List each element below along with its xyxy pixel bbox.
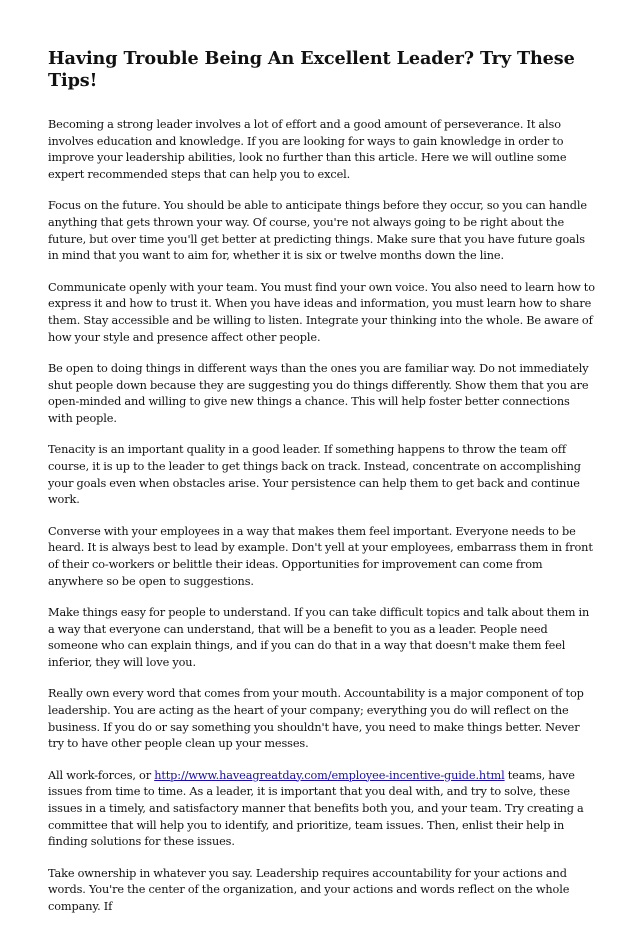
paragraph-accountability: Really own every word that comes from your mouth. Accountability is a major component of top leadership. You are acting as the heart of your company; everything you do will reflect on the business. If you do or say something you shouldn't have, you need to make things better. Never try to have other people clean up your messes. (48, 687, 584, 751)
paragraph-easy-to-understand: Make things easy for people to understand. If you can take difficult topics and talk about them in a way that everyone can understand, that will be a benefit to you as a leader. People need someone who can explain things, and if you can do that in a way that doesn't make them feel inferior, they will love you. (48, 605, 590, 669)
page-title: Having Trouble Being An Excellent Leader? Try These Tips! (48, 48, 575, 91)
link-paragraph-after: teams, have issues from time to time. As a leader, it is important that you deal with, and try to solve, these issues in a timely, and satisfactory manner that benefits both you, and your team. Try creating a committee that will help you to identify, and prioritize, team issues. Then, enlist their help in finding solutions for these issues. (48, 768, 584, 849)
paragraph-ownership: Take ownership in whatever you say. Leadership requires accountability for your actions and words. You're the center of the organization, and your actions and words reflect on the whole company. If (48, 866, 570, 913)
link-paragraph-before: All work-forces, or (48, 768, 155, 782)
paragraph-communicate: Communicate openly with your team. You must find your own voice. You also need to learn how to express it and how to trust it. When you have ideas and information, you must learn how to share them. Stay accessible and be willing to listen. Integrate your thinking into the whole. Be aware of how your style and presence affect other people. (48, 280, 595, 344)
employee-incentive-guide-link[interactable]: http://www.haveagreatday.com/employee-incentive-guide.html (154, 768, 505, 782)
paragraph-tenacity: Tenacity is an important quality in a good leader. If something happens to throw the team off course, it is up to the leader to get things back on track. Instead, concentrate on accomplishing your goals even when obstacles arise. Your persistence can help them to get back and continue work. (48, 443, 581, 507)
paragraph-future: Focus on the future. You should be able to anticipate things before they occur, so you can handle anything that gets thrown your way. Of course, you're not always going to be right about the future, but over time you'll get better at predicting things. Make sure that you have future goals in mind that you want to aim for, whether it is six or twelve months down the line. (48, 199, 587, 263)
paragraph-work-forces (48, 768, 596, 852)
document-page (48, 48, 596, 930)
paragraph-intro: Becoming a strong leader involves a lot of effort and a good amount of perseverance. It also involves education and knowledge. If you are looking for ways to gain knowledge in order to improve your leadership abilities, look no further than this article. Here we will outline some expert recommended steps that can help you to excel. (48, 118, 567, 182)
paragraph-open-minded: Be open to doing things in different ways than the ones you are familiar way. Do not immediately shut people down because they are suggesting you do things differently. Show them that you are open-minded and willing to give new things a chance. This will help foster better connections with people. (48, 361, 589, 426)
paragraph-converse: Converse with your employees in a way that makes them feel important. Everyone needs to be heard. It is always best to lead by example. Don't yell at your employees, embarrass them in front of their co-workers or belittle their ideas. Opportunities for improvement can come from anywhere so be open to suggestions. (48, 524, 593, 588)
